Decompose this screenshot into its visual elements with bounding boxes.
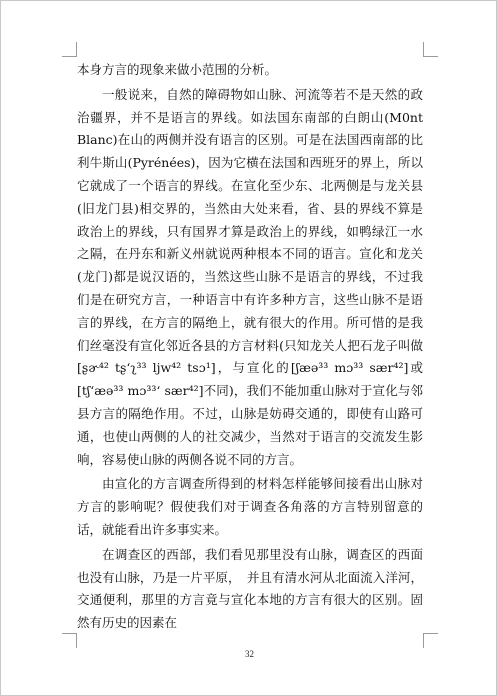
paragraph: 由宣化的方言调查所得到的材料怎样能够间接看出山脉对方言的影响呢？假使我们对于调查各角落的方言特别留意的话，就能看出许多事实来。 xyxy=(77,476,423,537)
paragraph: 在调查区的西部，我们看见那里没有山脉，调查区的西面也没有山脉，乃是一片平原， 并且有清水河从北面流入洋河，交通便利，那里的方言竟与宣化本地的方言有很大的区别。固然有历史的因素在 xyxy=(77,546,423,631)
paragraph: 一般说来，自然的障碍物如山脉、河流等若不是天然的政治疆界，并不是语言的界线。如法国东南部的白朗山(M0nt Blanc)在山的两侧并没有语言的区别。可是在法国西南部的比利牛斯山(Pyrénées)，因为它横在法国和西班牙的界上，所以它就成了一个语言的界线。在宣化至少东、北两侧是与龙关县(旧龙门县)相交界的，当然由大处来看，省、县的界线不算是政治上的界线，只有国界才算是政治上的界线，如鸭绿江一水之隔，在丹东和新义州就说两种根本不同的语言。宣化和龙关(龙门)都是说汉语的，当然这些山脉不是语言的界线，不过我们是在研究方言，一种语言中有许多种方言，这些山脉不是语言的界线，在方言的隔绝上，就有很大的作用。所可惜的是我们丝毫没有宣化邻近各县的方言材料(只知龙关人把石龙子叫做[ʂɚ⁴² tʂʻʅ³³ ljw⁴² tsɔ¹]，与宣化的[ʃæə³³ mɔ³³ sær⁴²]或[tʃʻæə³³ mɔ³³ʻ sær⁴²]不同)，我们不能加重山脉对于宣化与邻县方言的隔绝作用。不过，山脉是妨碍交通的，即使有山路可通，也使山两侧的人的社交减少，当然对于语言的交流发生影响，容易使山脉的两侧各说不同的方言。 xyxy=(77,86,423,467)
paragraph: 本身方言的现象来做小范围的分析。 xyxy=(77,62,278,77)
document-body xyxy=(77,59,423,637)
crop-mark-bottom-right xyxy=(423,633,438,648)
crop-mark-top-right xyxy=(423,42,438,57)
crop-mark-bottom-left xyxy=(62,633,77,648)
crop-mark-top-left xyxy=(62,42,77,57)
page-number: 32 xyxy=(245,649,254,659)
